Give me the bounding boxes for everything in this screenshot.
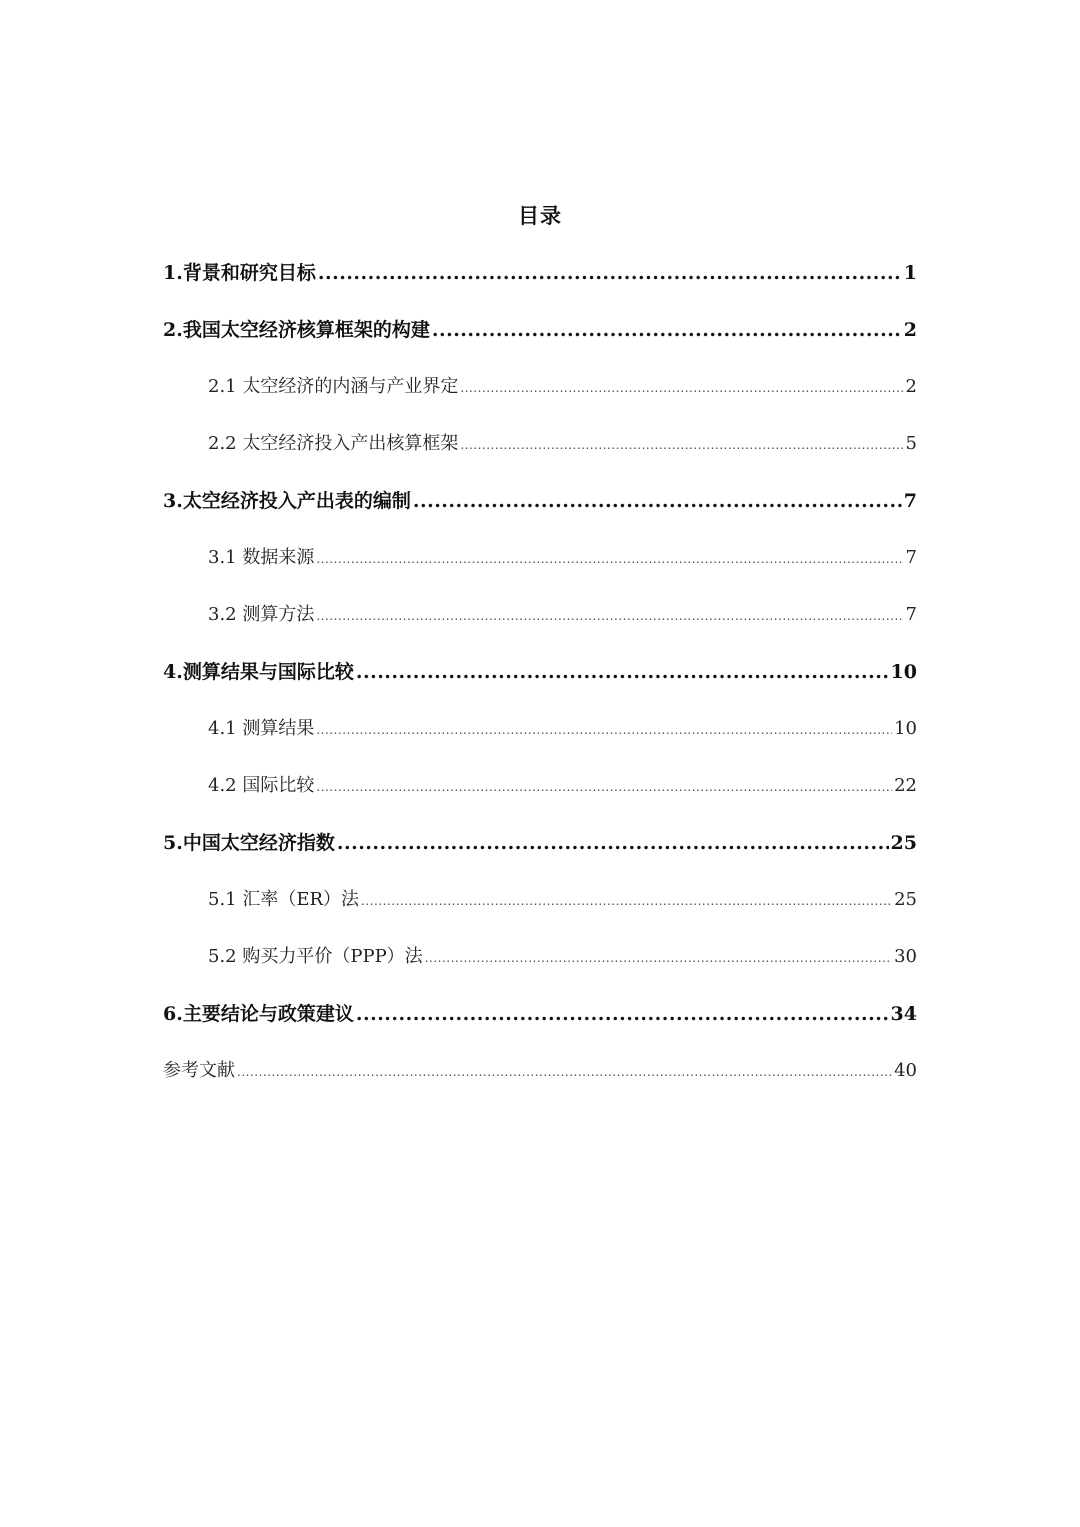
dot-leader <box>460 426 903 464</box>
toc-entry-page: 10 <box>894 718 917 739</box>
toc-entry-label: 6.主要结论与政策建议 <box>163 1003 354 1025</box>
toc-entry-4[interactable] <box>163 653 917 710</box>
toc-entry-6[interactable] <box>163 995 917 1052</box>
toc-entry-label: 5.1 汇率（ER）法 <box>208 889 360 910</box>
toc-entry-label: 2.我国太空经济核算框架的构建 <box>163 319 430 341</box>
dot-leader <box>413 482 902 520</box>
toc-entry-4-1[interactable] <box>163 710 917 767</box>
toc-entry-label: 2.2 太空经济投入产出核算框架 <box>208 433 459 454</box>
dot-leader <box>316 597 903 635</box>
toc-entry-label: 1.背景和研究目标 <box>163 262 316 284</box>
table-of-contents <box>163 254 917 1109</box>
toc-entry-label: 参考文献 <box>163 1060 235 1081</box>
toc-entry-label: 5.中国太空经济指数 <box>163 832 335 854</box>
toc-entry-label: 2.1 太空经济的内涵与产业界定 <box>208 376 459 397</box>
toc-entry-3[interactable] <box>163 482 917 539</box>
toc-entry-2-1[interactable] <box>163 368 917 425</box>
toc-entry-page: 30 <box>894 946 917 967</box>
toc-entry-4-2[interactable] <box>163 767 917 824</box>
toc-entry-label: 5.2 购买力平价（PPP）法 <box>208 946 423 967</box>
toc-entry-label: 4.1 测算结果 <box>208 718 315 739</box>
dot-leader <box>460 369 903 407</box>
toc-entry-5-1[interactable] <box>163 881 917 938</box>
toc-entry-page: 40 <box>894 1060 917 1081</box>
toc-entry-page: 22 <box>894 775 917 796</box>
dot-leader <box>316 711 892 749</box>
toc-entry-1[interactable] <box>163 254 917 311</box>
toc-entry-page: 2 <box>903 319 917 341</box>
toc-entry-page: 7 <box>905 547 917 568</box>
toc-entry-3-1[interactable] <box>163 539 917 596</box>
dot-leader <box>361 882 892 920</box>
toc-entry-references[interactable] <box>163 1052 917 1109</box>
dot-leader <box>425 939 892 977</box>
toc-entry-5-2[interactable] <box>163 938 917 995</box>
toc-entry-label: 3.2 测算方法 <box>208 604 315 625</box>
dot-leader <box>237 1053 892 1091</box>
toc-entry-page: 1 <box>903 262 917 284</box>
dot-leader <box>318 254 902 292</box>
dot-leader <box>316 768 892 806</box>
toc-entry-2-2[interactable] <box>163 425 917 482</box>
dot-leader <box>356 653 889 691</box>
toc-entry-page: 7 <box>905 604 917 625</box>
toc-entry-page: 25 <box>894 889 917 910</box>
toc-entry-page: 2 <box>905 376 917 397</box>
toc-entry-label: 4.2 国际比较 <box>208 775 315 796</box>
toc-entry-label: 3.太空经济投入产出表的编制 <box>163 490 411 512</box>
dot-leader <box>356 995 889 1033</box>
toc-entry-page: 34 <box>890 1003 917 1025</box>
toc-entry-page: 10 <box>890 661 917 683</box>
toc-entry-3-2[interactable] <box>163 596 917 653</box>
dot-leader <box>316 540 903 578</box>
toc-entry-page: 7 <box>903 490 917 512</box>
dot-leader <box>337 824 889 862</box>
toc-entry-page: 5 <box>905 433 917 454</box>
toc-entry-page: 25 <box>890 832 917 854</box>
toc-title: 目录 <box>518 203 562 228</box>
toc-entry-label: 4.测算结果与国际比较 <box>163 661 354 683</box>
toc-entry-label: 3.1 数据来源 <box>208 547 315 568</box>
toc-entry-2[interactable] <box>163 311 917 368</box>
dot-leader <box>432 311 902 349</box>
toc-entry-5[interactable] <box>163 824 917 881</box>
